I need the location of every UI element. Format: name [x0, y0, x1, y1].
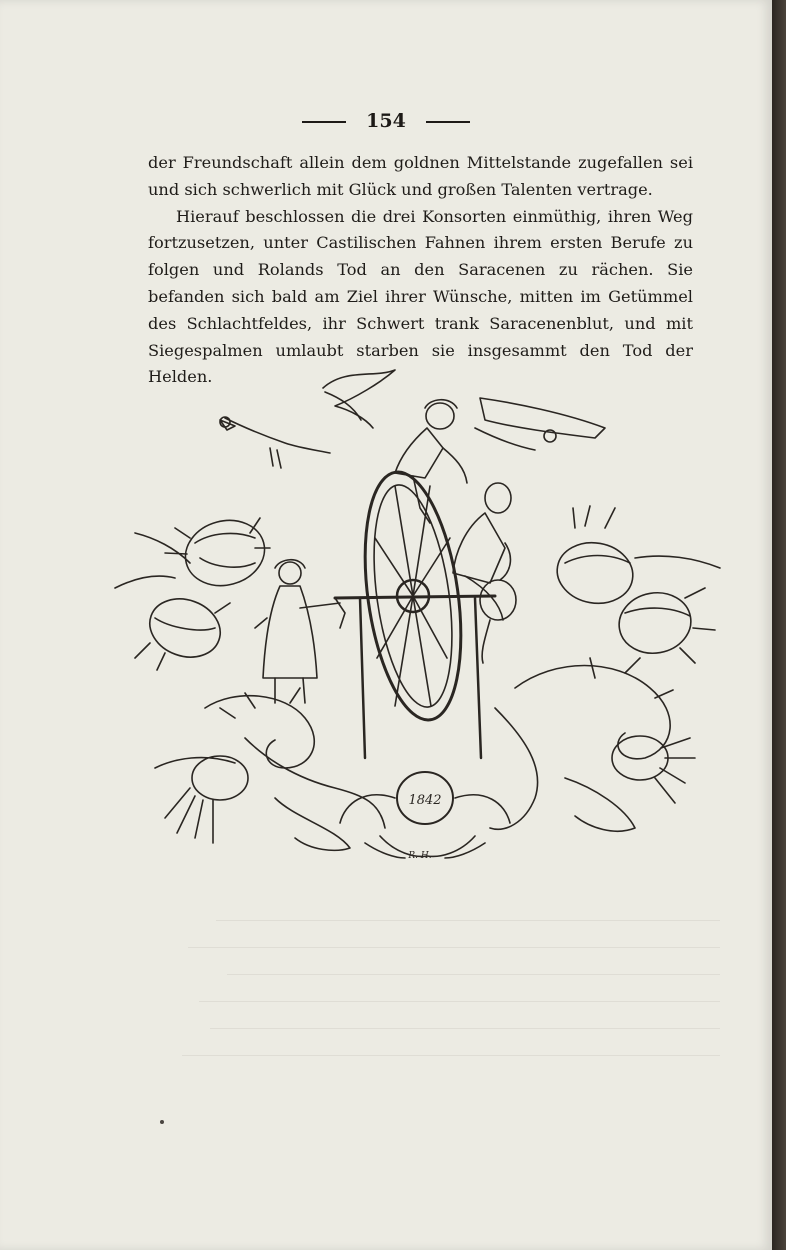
- page-number: 154: [366, 110, 406, 132]
- scanner-edge: [772, 0, 786, 1250]
- date-cartouche-text: 1842: [408, 793, 442, 808]
- thistle-left-upper: [115, 512, 272, 595]
- spinner-figure: [255, 560, 340, 703]
- acanthus-scroll-left: [205, 688, 385, 850]
- floating-banner: [323, 370, 395, 428]
- header-rule-left: [302, 121, 346, 123]
- flying-figure-right: [475, 398, 605, 450]
- flying-figure-left: [220, 417, 330, 468]
- header-rule-right: [426, 121, 470, 123]
- body-text: [148, 150, 693, 391]
- paragraph-2: Hierauf beschlossen die drei Konsorten einmüthig, ihren Weg fortzusetzen, unter Castilischen Fahnen ihrem ersten Berufe zu folgen und Rolands Tod an den Saracenen zu rächen. Sie befanden sich bald am Ziel ihrer Wünsche, mitten im Getümmel des Schlachtfeldes, ihr Schwert trank Saracenenblut, und mit Siegespalmen umlaubt starben sie insgesammt den Tod der Helden.: [148, 206, 693, 387]
- ink-speck: [160, 1120, 164, 1124]
- bleed-through: [160, 900, 720, 1068]
- thistle-right-mid: [614, 587, 715, 663]
- acanthus-scroll-right: [490, 658, 673, 831]
- paragraph-1: der Freundschaft allein dem goldnen Mittelstande zugefallen sei und sich schwerlich mit Glück und großen Talenten vertrage.: [148, 153, 693, 199]
- page-header: [0, 110, 772, 132]
- engraved-vignette: [95, 358, 735, 870]
- thistle-left-lower: [155, 756, 248, 843]
- thistle-right-lower: [612, 736, 695, 803]
- thistle-left-mid: [135, 589, 230, 670]
- artist-signature: R. H.: [408, 851, 432, 861]
- date-cartouche: [340, 772, 510, 858]
- spinning-wheel: [335, 466, 495, 758]
